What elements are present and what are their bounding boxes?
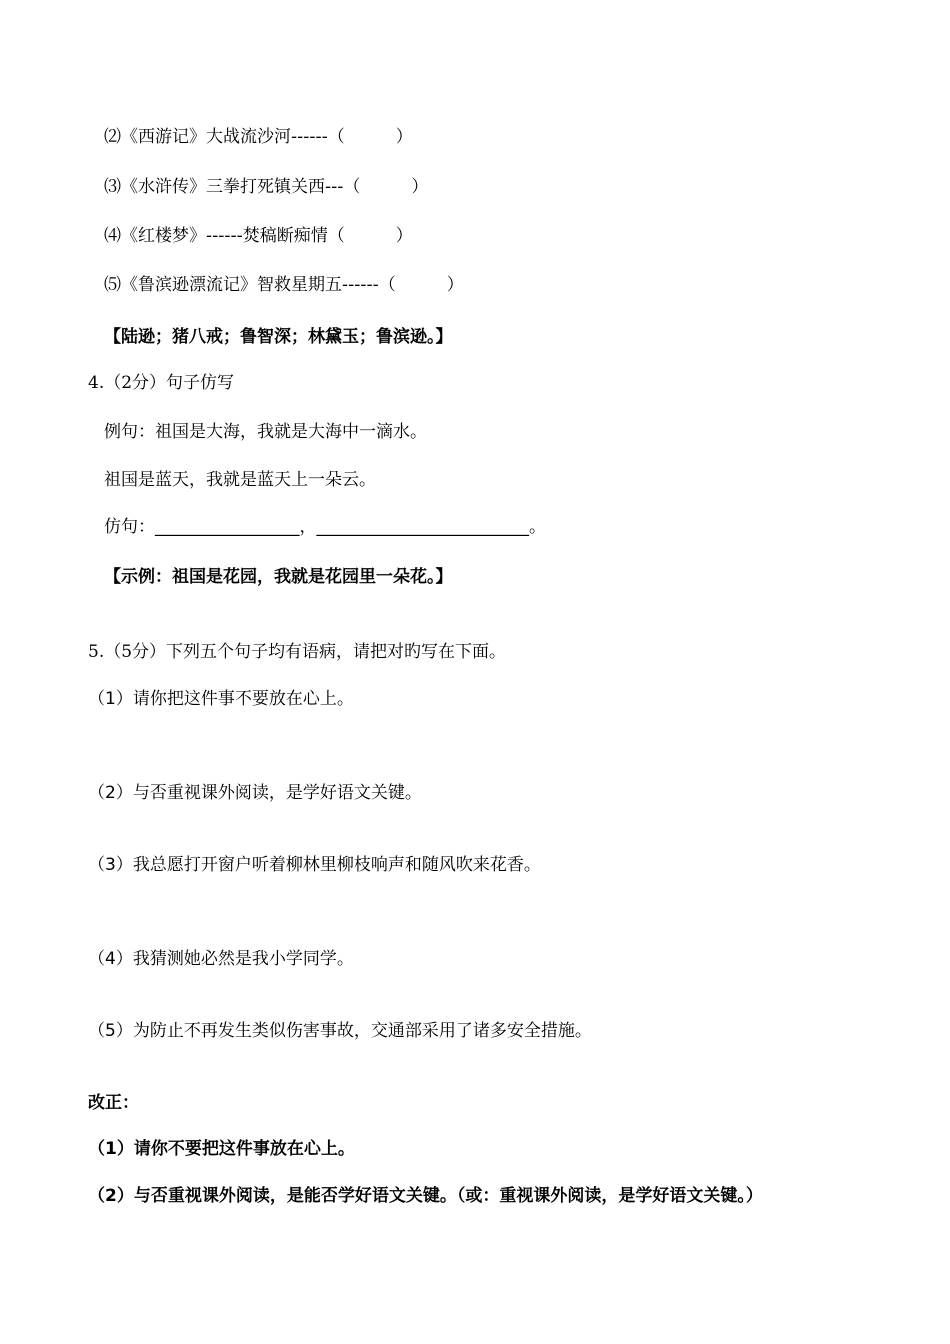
correction-item-1: （1）请你不要把这件事放在心上。: [88, 1139, 355, 1159]
correction-item-2: （2）与否重视课外阅读，是能否学好语文关键。（或：重视课外阅读，是学好语文关键。）: [88, 1186, 763, 1206]
question-4-title: 4.（2分）句子仿写: [88, 373, 235, 393]
sentence-item-4: （4）我猜测她必然是我小学同学。: [88, 949, 354, 969]
question-item-3: ⑶《水浒传》三拳打死镇关西---（ ）: [104, 177, 429, 197]
question-item-5: ⑸《鲁滨逊漂流记》智救星期五------（ ）: [104, 275, 464, 295]
example-sentence: 例句：祖国是大海，我就是大海中一滴水。: [104, 422, 427, 442]
question-item-4: ⑷《红楼梦》------焚稿断痴情（ ）: [104, 226, 413, 246]
sentence-item-3: （3）我总愿打开窗户听着柳林里柳枝响声和随风吹来花香。: [88, 855, 541, 875]
correction-label: 改正：: [88, 1093, 139, 1113]
sentence-item-5: （5）为防止不再发生类似伤害事故，交通部采用了诸多安全措施。: [88, 1021, 592, 1041]
imitation-blank: 仿句：_________________，_________________________。: [104, 517, 546, 537]
question-item-2: ⑵《西游记》大战流沙河------（ ）: [104, 127, 413, 147]
example-sentence-2: 祖国是蓝天，我就是蓝天上一朵云。: [104, 470, 376, 490]
sentence-item-1: （1）请你把这件事不要放在心上。: [88, 689, 354, 709]
sentence-item-2: （2）与否重视课外阅读，是学好语文关键。: [88, 783, 422, 803]
question-5-title: 5.（5分）下列五个句子均有语病，请把对旳写在下面。: [88, 642, 507, 662]
answer-key: 【陆逊；猪八戒；鲁智深；林黛玉；鲁滨逊。】: [104, 327, 453, 347]
answer-key: 【示例：祖国是花园，我就是花园里一朵花。】: [104, 567, 453, 587]
